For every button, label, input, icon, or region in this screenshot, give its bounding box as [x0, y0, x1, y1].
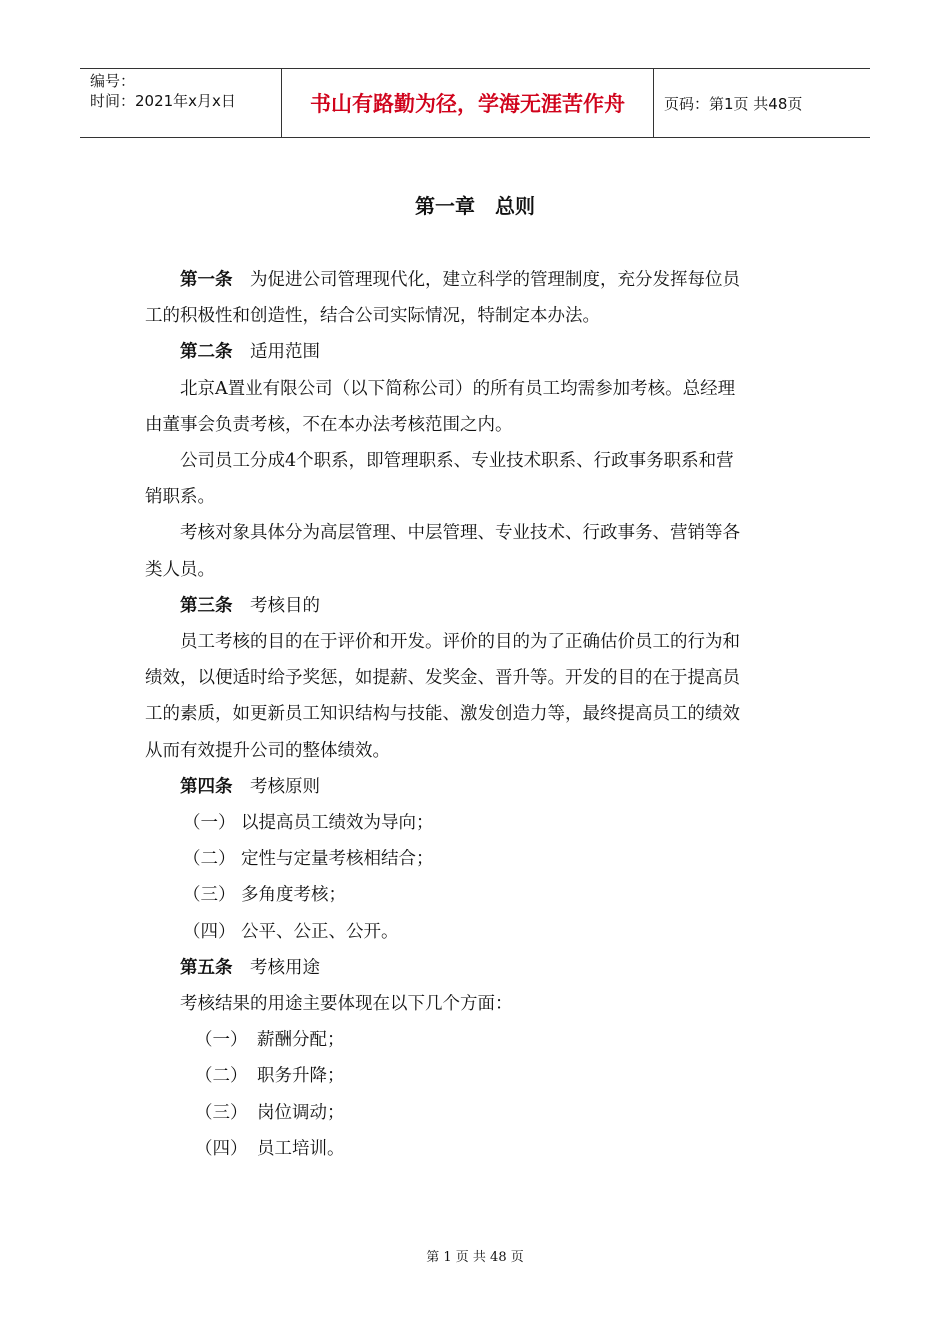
article-1: [145, 262, 810, 298]
header-info-cell: [80, 69, 282, 137]
article-4-title: 第四条: [180, 776, 233, 797]
list-item: （一） 薪酬分配；: [195, 1030, 345, 1051]
article-1-title: 第一条: [180, 270, 233, 290]
article-2-p2: 公司员工分成4个职系，即管理职系、专业技术职系、行政事务职系和营: [180, 451, 734, 472]
list-item: （一） 以提高员工绩效为导向；: [183, 813, 434, 834]
header-motto: 书山有路勤为径，学海无涯苦作舟: [282, 69, 654, 137]
date-label: 时间：2021年x月x日: [90, 92, 236, 110]
article-2-p3-cont: 类人员。: [145, 559, 215, 580]
number-label: 编号：: [90, 72, 136, 90]
article-2: [145, 334, 810, 370]
page-footer: 第 1 页 共 48 页: [426, 1250, 524, 1265]
article-2-p1: 北京A置业有限公司（以下简称公司）的所有员工均需参加考核。总经理: [180, 378, 736, 399]
article-3-line3: 工的素质，如更新员工知识结构与技能、激发创造力等，最终提高员工的绩效: [145, 704, 740, 725]
page-header: [80, 68, 870, 138]
list-item: （三） 多角度考核；: [183, 885, 346, 906]
article-4: [145, 769, 810, 805]
article-3-line2: 绩效，以便适时给予奖惩，如提薪、发奖金、晋升等。开发的目的在于提高员: [145, 668, 740, 689]
article-3-line1: 员工考核的目的在于评价和开发。评价的目的为了正确估价员工的行为和: [180, 632, 740, 653]
article-1-text: 为促进公司管理现代化，建立科学的管理制度，充分发挥每位员: [250, 270, 740, 290]
list-item: （四） 公平、公正、公开。: [183, 921, 399, 942]
chapter-title: 第一章 总则: [415, 194, 535, 218]
article-3: [145, 588, 810, 624]
article-2-p3: 考核对象具体分为高层管理、中层管理、专业技术、行政事务、营销等各: [180, 523, 740, 544]
article-3-heading: 考核目的: [250, 595, 320, 616]
article-5-heading: 考核用途: [250, 957, 320, 978]
header-page-info: 页码：第1页 共48页: [664, 94, 803, 113]
article-5: [145, 950, 810, 986]
article-2-p1-cont: 由董事会负责考核，不在本办法考核范围之内。: [145, 414, 513, 435]
list-item: （四） 员工培训。: [195, 1138, 345, 1159]
list-item: （二） 定性与定量考核相结合；: [183, 849, 434, 870]
article-4-heading: 考核原则: [250, 776, 320, 797]
article-2-p2-cont: 销职系。: [145, 487, 215, 508]
article-5-title: 第五条: [180, 957, 233, 978]
article-2-heading: 适用范围: [250, 342, 320, 363]
list-item: （三） 岗位调动；: [195, 1102, 345, 1123]
article-3-title: 第三条: [180, 595, 233, 616]
list-item: （二） 职务升降；: [195, 1066, 345, 1087]
article-3-line4: 从而有效提升公司的整体绩效。: [145, 740, 390, 761]
article-5-intro: 考核结果的用途主要体现在以下几个方面：: [180, 994, 513, 1015]
article-1-cont: 工的积极性和创造性，结合公司实际情况，特制定本办法。: [145, 306, 600, 327]
article-2-title: 第二条: [180, 342, 233, 363]
document-body: [145, 262, 810, 1167]
